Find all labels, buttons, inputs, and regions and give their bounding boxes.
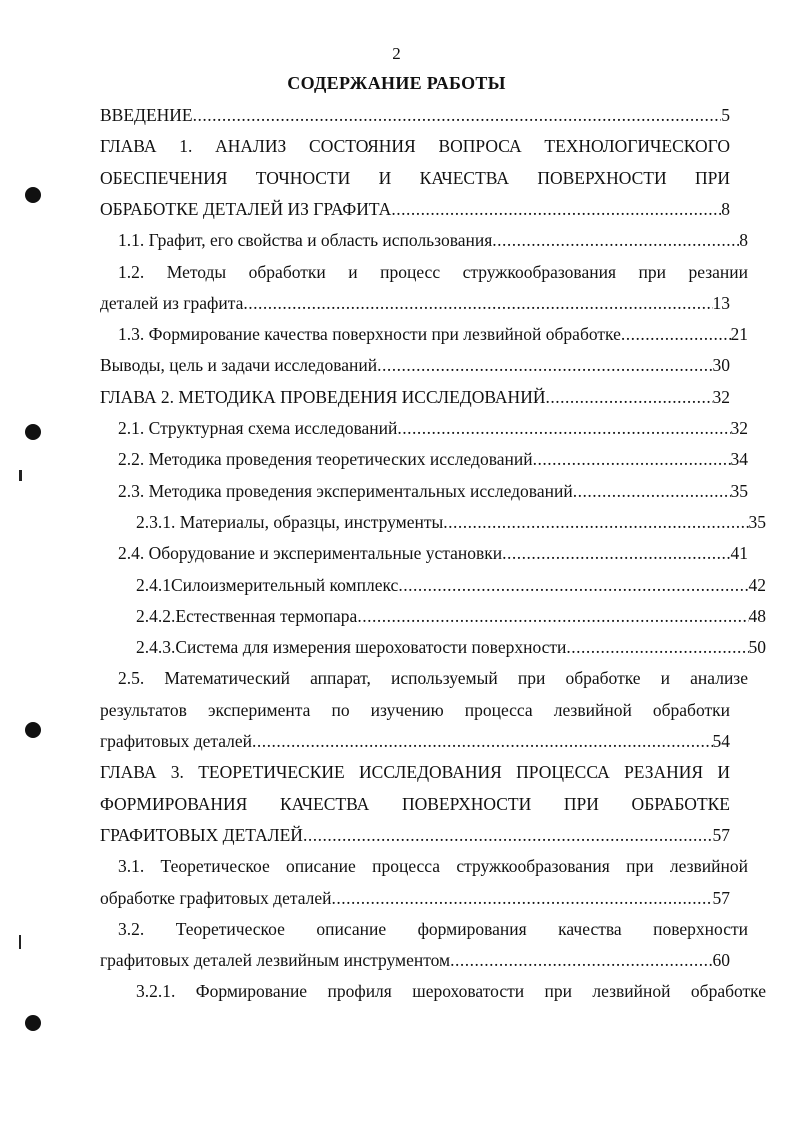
toc-line: [100, 197, 730, 221]
leader-dots: [398, 573, 748, 597]
toc-entry-text: 2.1. Структурная схема исследований: [118, 418, 398, 438]
toc-entry-text: 2.4.2.Естественная термопара: [136, 606, 358, 626]
toc-page-number: 42: [748, 575, 766, 595]
toc-page-number: 30: [712, 355, 730, 375]
toc-page-number: 8: [721, 199, 730, 219]
toc-entry-text: 3.2.1. Формирование профиля шероховатости при лезвийной обработке: [136, 981, 766, 1001]
toc-line: [100, 917, 748, 941]
toc-page-number: 35: [748, 512, 766, 532]
toc-entry-text: 2.4. Оборудование и экспериментальные установки: [118, 543, 503, 563]
toc-page-number: 5: [721, 105, 730, 125]
toc-line: [100, 103, 730, 127]
leader-dots: [443, 510, 748, 534]
toc-entry-text: ГЛАВА 3. ТЕОРЕТИЧЕСКИЕ ИССЛЕДОВАНИЯ ПРОЦЕССА РЕЗАНИЯ И: [100, 762, 730, 782]
toc-entry-text: 1.1. Графит, его свойства и область использования: [118, 230, 493, 250]
toc-line: [100, 792, 730, 816]
toc-entry-text: 2.4.3.Система для измерения шероховатости поверхности: [136, 637, 567, 657]
toc-entry-text: 3.1. Теоретическое описание процесса стружкообразования при лезвийной: [118, 856, 748, 876]
leader-dots: [252, 729, 712, 753]
toc-line: [100, 447, 748, 471]
toc-entry-text: деталей из графита: [100, 293, 244, 313]
toc-entry-text: результатов эксперимента по изучению процесса лезвийной обработки: [100, 700, 730, 720]
toc-line: [100, 760, 730, 784]
toc-page-number: 50: [748, 637, 766, 657]
toc-page-number: 8: [739, 230, 748, 250]
toc-entry-text: Выводы, цель и задачи исследований: [100, 355, 378, 375]
toc-page-number: 41: [730, 543, 748, 563]
toc-line: [100, 228, 748, 252]
leader-dots: [502, 541, 730, 565]
toc-page-number: 48: [748, 606, 766, 626]
toc-line: [100, 573, 766, 597]
toc-line: [100, 886, 730, 910]
toc-page-number: 60: [712, 950, 730, 970]
leader-dots: [450, 948, 712, 972]
toc-entry-text: 2.3.1. Материалы, образцы, инструменты: [136, 512, 444, 532]
scan-mark: [19, 470, 22, 481]
toc-line: [100, 948, 730, 972]
toc-entry-text: ОБРАБОТКЕ ДЕТАЛЕЙ ИЗ ГРАФИТА: [100, 199, 392, 219]
toc-line: [100, 854, 748, 878]
leader-dots: [303, 823, 713, 847]
toc-line: [100, 541, 748, 565]
toc-entry-text: 1.3. Формирование качества поверхности при лезвийной обработке: [118, 324, 621, 344]
toc-entry-text: ГЛАВА 2. МЕТОДИКА ПРОВЕДЕНИЯ ИССЛЕДОВАНИЙ: [100, 387, 546, 407]
toc-page-number: 34: [730, 449, 748, 469]
leader-dots: [533, 447, 731, 471]
toc-line: [100, 166, 730, 190]
leader-dots: [391, 197, 721, 221]
toc-entry-text: ВВЕДЕНИЕ: [100, 105, 193, 125]
toc-entry-text: ГЛАВА 1. АНАЛИЗ СОСТОЯНИЯ ВОПРОСА ТЕХНОЛОГИЧЕСКОГО: [100, 136, 730, 156]
toc-entry-text: графитовых деталей лезвийным инструментом: [100, 950, 451, 970]
toc-line: [100, 604, 766, 628]
toc-page-number: 35: [730, 481, 748, 501]
toc-entry-text: 1.2. Методы обработки и процесс стружкообразования при резании: [118, 262, 748, 282]
leader-dots: [397, 416, 730, 440]
toc-line: [100, 416, 748, 440]
toc-line: [100, 666, 748, 690]
toc-page-number: 13: [712, 293, 730, 313]
toc-line: [100, 635, 766, 659]
toc-line: [100, 322, 748, 346]
page-number: 2: [392, 44, 401, 63]
toc-page-number: 57: [712, 825, 730, 845]
toc-entry-text: обработке графитовых деталей: [100, 888, 332, 908]
leader-dots: [193, 103, 722, 127]
toc-line: [100, 510, 766, 534]
binder-hole: [25, 424, 41, 440]
leader-dots: [545, 385, 712, 409]
leader-dots: [357, 604, 748, 628]
leader-dots: [492, 228, 739, 252]
toc-line: [100, 979, 766, 1003]
toc-line: [100, 698, 730, 722]
toc-line: [100, 353, 730, 377]
toc-line: [100, 479, 748, 503]
scan-mark: [19, 935, 21, 949]
toc-entry-text: 3.2. Теоретическое описание формирования качества поверхности: [118, 919, 748, 939]
binder-hole: [25, 1015, 41, 1031]
leader-dots: [573, 479, 731, 503]
toc-line: [100, 291, 730, 315]
toc-entry-text: графитовых деталей: [100, 731, 253, 751]
toc-page-number: 32: [730, 418, 748, 438]
toc-entry-text: ФОРМИРОВАНИЯ КАЧЕСТВА ПОВЕРХНОСТИ ПРИ ОБРАБОТКЕ: [100, 794, 730, 814]
leader-dots: [331, 886, 712, 910]
toc-line: [100, 823, 730, 847]
leader-dots: [243, 291, 712, 315]
toc-page-number: 57: [712, 888, 730, 908]
toc-line: [100, 385, 730, 409]
binder-hole: [25, 722, 41, 738]
leader-dots: [621, 322, 731, 346]
toc-entry-text: 2.3. Методика проведения экспериментальных исследований: [118, 481, 573, 501]
toc-page-number: 32: [712, 387, 730, 407]
toc-line: [100, 729, 730, 753]
toc-line: [100, 134, 730, 158]
leader-dots: [377, 353, 712, 377]
toc-line: [100, 260, 748, 284]
leader-dots: [566, 635, 748, 659]
binder-hole: [25, 187, 41, 203]
toc-entry-text: 2.2. Методика проведения теоретических исследований: [118, 449, 533, 469]
toc-entry-text: 2.5. Математический аппарат, используемый при обработке и анализе: [118, 668, 748, 688]
toc-entry-text: ОБЕСПЕЧЕНИЯ ТОЧНОСТИ И КАЧЕСТВА ПОВЕРХНОСТИ ПРИ: [100, 168, 730, 188]
page-title: СОДЕРЖАНИЕ РАБОТЫ: [287, 73, 506, 93]
toc-entry-text: 2.4.1Силоизмерительный комплекс: [136, 575, 399, 595]
toc-page-number: 54: [712, 731, 730, 751]
toc-page-number: 21: [730, 324, 748, 344]
toc-entry-text: ГРАФИТОВЫХ ДЕТАЛЕЙ: [100, 825, 303, 845]
